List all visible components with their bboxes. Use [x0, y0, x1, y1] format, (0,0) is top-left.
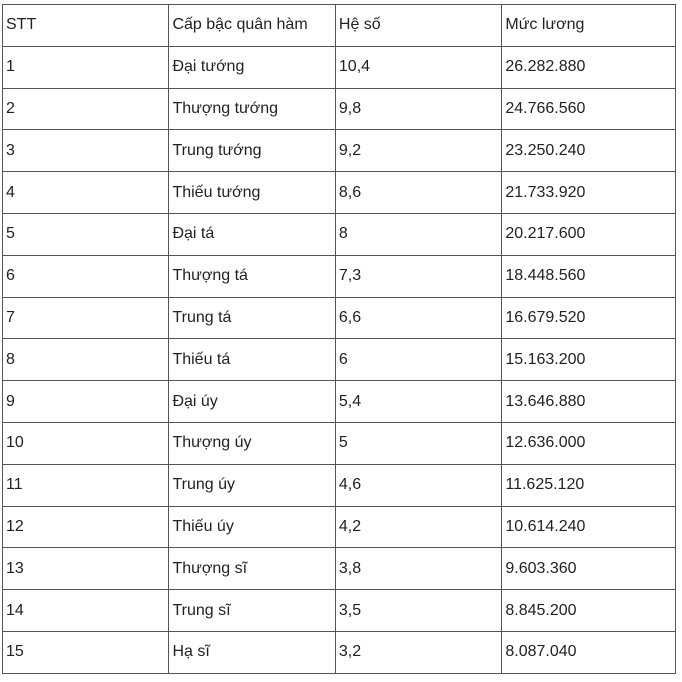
- cell-coefficient: 4,6: [335, 464, 501, 506]
- cell-salary: 11.625.120: [502, 464, 676, 506]
- table-row: [3, 422, 676, 464]
- table-row: [3, 506, 676, 548]
- cell-stt: 1: [3, 46, 169, 88]
- cell-stt: 13: [3, 548, 169, 590]
- cell-salary: 23.250.240: [502, 130, 676, 172]
- cell-rank: Đại tướng: [169, 46, 335, 88]
- cell-rank: Trung úy: [169, 464, 335, 506]
- cell-rank: Trung tướng: [169, 130, 335, 172]
- table-row: [3, 381, 676, 423]
- cell-rank: Thiếu tướng: [169, 172, 335, 214]
- cell-salary: 16.679.520: [502, 297, 676, 339]
- cell-rank: Trung sĩ: [169, 590, 335, 632]
- cell-salary: 20.217.600: [502, 213, 676, 255]
- table-row: [3, 590, 676, 632]
- cell-salary: 12.636.000: [502, 422, 676, 464]
- cell-coefficient: 8,6: [335, 172, 501, 214]
- table-row: [3, 464, 676, 506]
- cell-coefficient: 9,2: [335, 130, 501, 172]
- cell-stt: 11: [3, 464, 169, 506]
- cell-stt: 15: [3, 631, 169, 673]
- cell-stt: 7: [3, 297, 169, 339]
- cell-coefficient: 5: [335, 422, 501, 464]
- cell-rank: Thượng tá: [169, 255, 335, 297]
- cell-coefficient: 4,2: [335, 506, 501, 548]
- cell-rank: Trung tá: [169, 297, 335, 339]
- cell-salary: 13.646.880: [502, 381, 676, 423]
- table-row: [3, 631, 676, 673]
- table-row: [3, 339, 676, 381]
- cell-rank: Thượng tướng: [169, 88, 335, 130]
- cell-salary: 8.845.200: [502, 590, 676, 632]
- table-body: [3, 5, 676, 674]
- cell-salary: 15.163.200: [502, 339, 676, 381]
- cell-coefficient: 6: [335, 339, 501, 381]
- cell-coefficient: 3,5: [335, 590, 501, 632]
- cell-stt: 4: [3, 172, 169, 214]
- header-stt: STT: [3, 5, 169, 47]
- cell-stt: 6: [3, 255, 169, 297]
- header-salary: Mức lương: [502, 5, 676, 47]
- cell-salary: 21.733.920: [502, 172, 676, 214]
- cell-rank: Thiếu tá: [169, 339, 335, 381]
- header-rank: Cấp bậc quân hàm: [169, 5, 335, 47]
- table-row: [3, 172, 676, 214]
- table-row: [3, 548, 676, 590]
- table-row: [3, 213, 676, 255]
- cell-coefficient: 8: [335, 213, 501, 255]
- table-row: [3, 255, 676, 297]
- cell-rank: Đại tá: [169, 213, 335, 255]
- cell-rank: Thiếu úy: [169, 506, 335, 548]
- cell-salary: 10.614.240: [502, 506, 676, 548]
- salary-table: [2, 4, 676, 674]
- cell-stt: 10: [3, 422, 169, 464]
- cell-stt: 3: [3, 130, 169, 172]
- cell-salary: 26.282.880: [502, 46, 676, 88]
- cell-rank: Hạ sĩ: [169, 631, 335, 673]
- cell-coefficient: 6,6: [335, 297, 501, 339]
- cell-stt: 12: [3, 506, 169, 548]
- cell-coefficient: 3,8: [335, 548, 501, 590]
- cell-stt: 8: [3, 339, 169, 381]
- cell-stt: 14: [3, 590, 169, 632]
- cell-stt: 5: [3, 213, 169, 255]
- table-row: [3, 46, 676, 88]
- cell-coefficient: 7,3: [335, 255, 501, 297]
- header-coefficient: Hệ số: [335, 5, 501, 47]
- cell-salary: 24.766.560: [502, 88, 676, 130]
- cell-stt: 9: [3, 381, 169, 423]
- cell-salary: 18.448.560: [502, 255, 676, 297]
- table-header-row: [3, 5, 676, 47]
- cell-stt: 2: [3, 88, 169, 130]
- table-row: [3, 130, 676, 172]
- table-row: [3, 88, 676, 130]
- cell-coefficient: 5,4: [335, 381, 501, 423]
- cell-rank: Thượng úy: [169, 422, 335, 464]
- cell-rank: Thượng sĩ: [169, 548, 335, 590]
- cell-coefficient: 10,4: [335, 46, 501, 88]
- cell-salary: 8.087.040: [502, 631, 676, 673]
- table-row: [3, 297, 676, 339]
- cell-coefficient: 9,8: [335, 88, 501, 130]
- cell-salary: 9.603.360: [502, 548, 676, 590]
- cell-coefficient: 3,2: [335, 631, 501, 673]
- cell-rank: Đại úy: [169, 381, 335, 423]
